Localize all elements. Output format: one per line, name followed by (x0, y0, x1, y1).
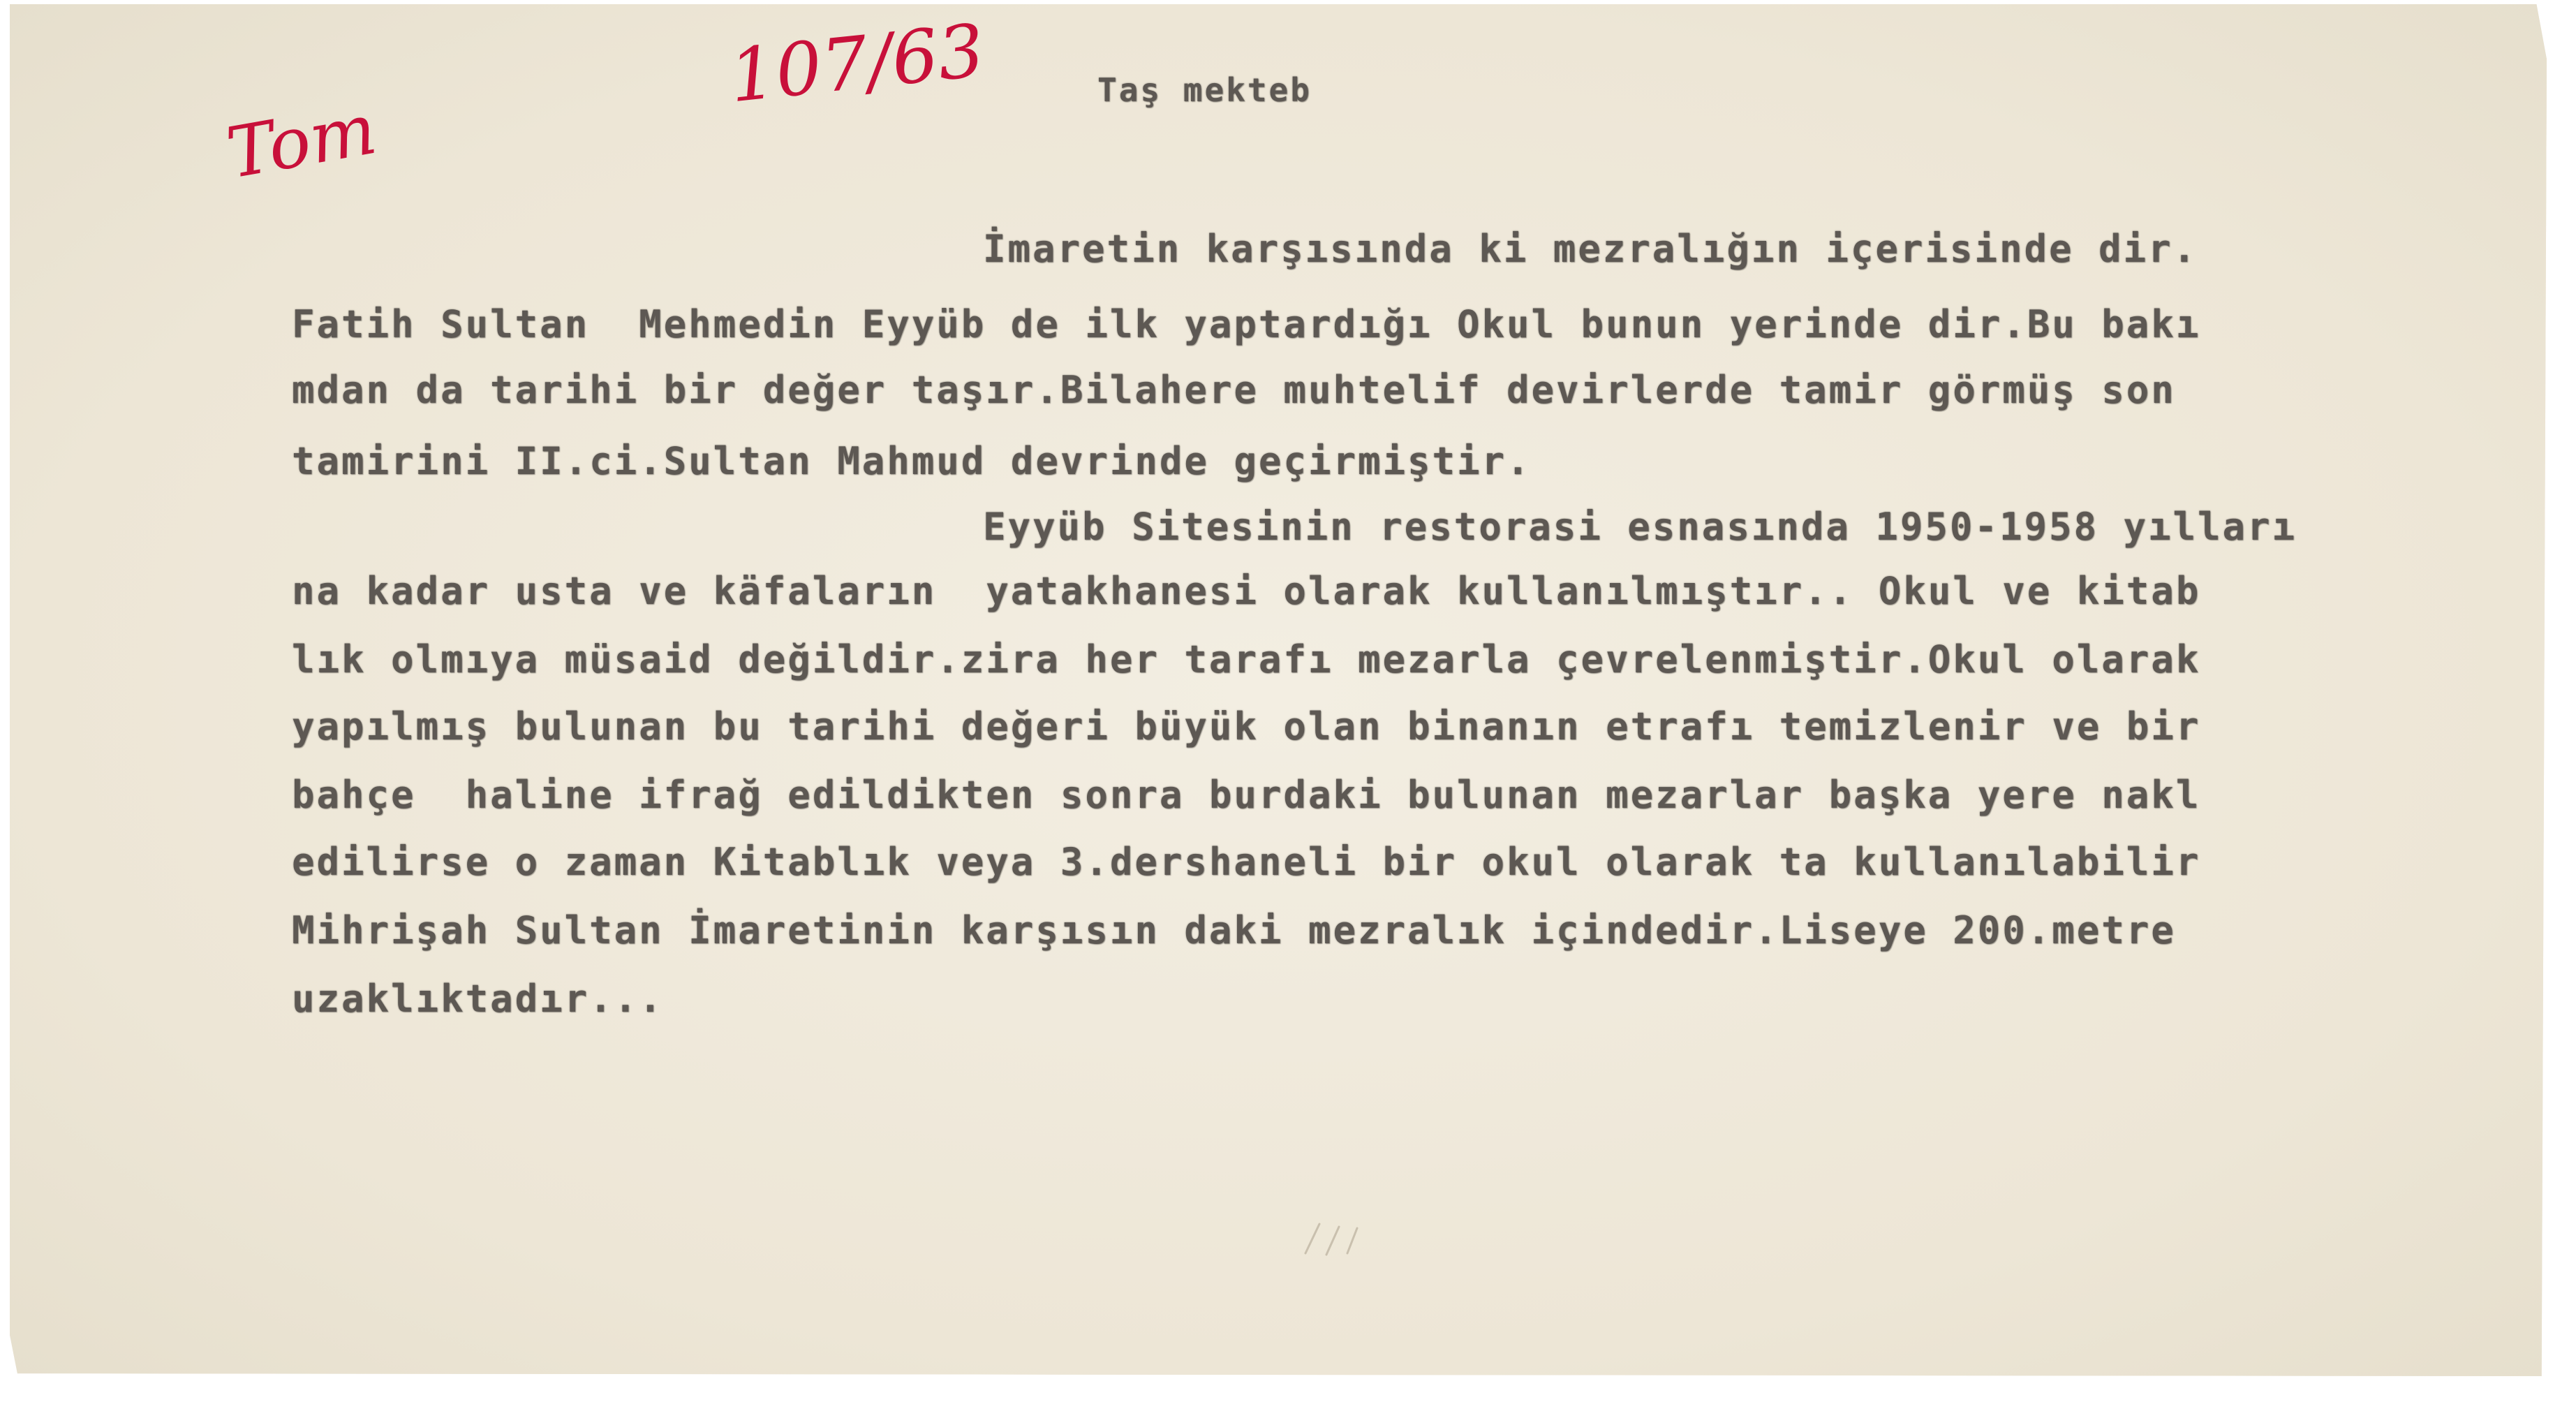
text-line: bahçe haline ifrağ edildikten sonra burdaki bulunan mezarlar başka yere nakl (292, 773, 2201, 817)
text-line: na kadar usta ve käfaların yatakhanesi olarak kullanılmıştır.. Okul ve kitab (292, 569, 2201, 613)
text-line: yapılmış bulunan bu tarihi değeri büyük olan binanın etrafı temizlenir ve bir (292, 704, 2201, 748)
paper-sheet (10, 4, 2547, 1376)
text-line: Eyyüb Sitesinin restorasi esnasında 1950-1958 yılları (983, 505, 2297, 549)
handwritten-initial: Tom (221, 87, 383, 195)
document-title: Taş mekteb (1097, 71, 1312, 109)
text-line: edilirse o zaman Kitablık veya 3.dershaneli bir okul olarak ta kullanılabilir (292, 840, 2201, 884)
pencil-marks (1298, 1218, 1382, 1260)
text-line: uzaklıktadır... (292, 977, 664, 1021)
text-line: tamirini II.ci.Sultan Mahmud devrinde geçirmiştir. (292, 439, 1532, 483)
text-line: mdan da tarihi bir değer taşır.Bilahere muhtelif devirlerde tamir görmüş son (292, 368, 2176, 412)
text-line: lık olmıya müsaid değildir.zira her tarafı mezarla çevrelenmiştir.Okul olarak (292, 637, 2201, 681)
reference-number: 107/63 (725, 7, 989, 119)
text-line: İmaretin karşısında ki mezralığın içerisinde dir. (983, 227, 2198, 271)
text-line: Fatih Sultan Mehmedin Eyyüb de ilk yaptardığı Okul bunun yerinde dir.Bu bakı (292, 302, 2201, 346)
text-line: Mihrişah Sultan İmaretinin karşısın daki mezralık içindedir.Liseye 200.metre (292, 908, 2176, 952)
